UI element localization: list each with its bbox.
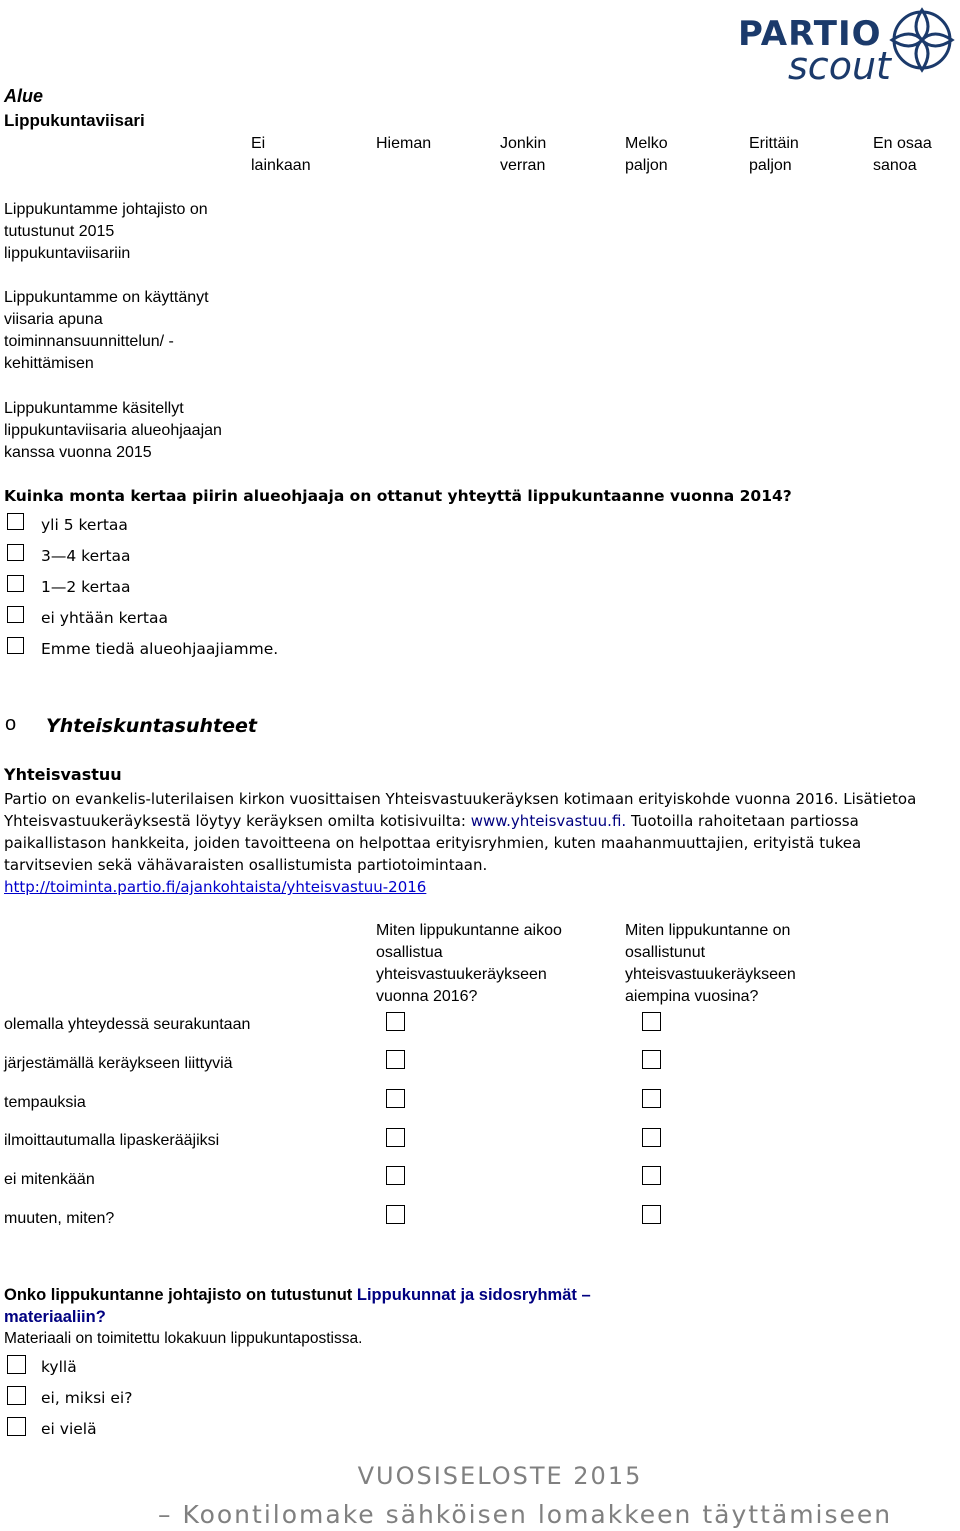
checkbox-3-4[interactable] [7, 544, 24, 561]
checkbox-kylla[interactable] [7, 1355, 26, 1374]
statement-row: Lippukuntamme johtajisto on tutustunut 2015 lippukuntaviisariin [4, 201, 208, 262]
option-label: ei yhtään kertaa [41, 609, 168, 627]
logo-partio-text: PARTIO [738, 14, 882, 54]
lily-emblem-icon [886, 4, 958, 76]
participation-row-label: muuten, miten? [4, 1210, 115, 1227]
scale-erittain-paljon: Erittäin paljon [749, 135, 799, 174]
participation-col2-header: Miten lippukuntanne on osallistunut yhteisvastuukeräykseen aiempina vuosina? [625, 922, 796, 1005]
material-link[interactable]: Lippukunnat ja sidosryhmät – [356, 1286, 591, 1304]
footer-subtitle: – Koontilomake sähköisen lomakkeen täyttämiseen [158, 1500, 893, 1529]
section-title: Yhteiskuntasuhteet [46, 715, 257, 737]
yhteisvastuu-url-link[interactable]: http://toiminta.partio.fi/ajankohtaista/yhteisvastuu-2016 [4, 878, 427, 896]
footer-title: VUOSISELOSTE 2015 [357, 1462, 643, 1490]
scale-ei-lainkaan: Ei lainkaan [251, 135, 311, 174]
yhteisvastuu-heading: Yhteisvastuu [4, 765, 122, 784]
participation-row-label: olemalla yhteydessä seurakuntaan [4, 1016, 251, 1033]
checkbox-2016[interactable] [386, 1089, 405, 1108]
checkbox-2016[interactable] [386, 1128, 405, 1147]
option-label: Emme tiedä alueohjaajiamme. [41, 640, 279, 658]
checkbox-emme-tieda[interactable] [7, 637, 24, 654]
option-label: kyllä [41, 1358, 77, 1376]
checkbox-previous[interactable] [642, 1012, 661, 1031]
checkbox-2016[interactable] [386, 1050, 405, 1069]
option-label: ei vielä [41, 1420, 97, 1438]
scale-jonkin-verran: Jonkin verran [500, 135, 547, 174]
checkbox-ei-miksi[interactable] [7, 1386, 26, 1405]
scale-melko-paljon: Melko paljon [625, 135, 668, 174]
checkbox-2016[interactable] [386, 1012, 405, 1031]
participation-col1-header: Miten lippukuntanne aikoo osallistua yhteisvastuukeräykseen vuonna 2016? [376, 922, 562, 1005]
logo-scout-text: scout [788, 44, 891, 88]
section-bullet: o [5, 713, 17, 735]
yhteisvastuu-paragraph: Partio on evankelis-luterilaisen kirkon vuosittaisen Yhteisvastuukeräyksen kotimaan erityiskohde vuonna 2016. Lisätietoa Yhteisvastuukeräyksestä löytyy keräyksen omilta kotisivuilta: www.yhteisvastuu.fi. Tuotoilla rahoitetaan partiossa paikallistason hankkeita, joiden tavoitteena on helpottaa erityisryhmien, kuten maahanmuuttajien, erityistä tukea tarvitsevien sekä vähävaraisten osallistumista partiotoimintaan. http://toiminta.partio.fi/ajankohtaista/yhteisvastuu-2016 [4, 790, 917, 896]
checkbox-previous[interactable] [642, 1050, 661, 1069]
option-label: 1—2 kertaa [41, 578, 131, 596]
participation-row-label: tempauksia [4, 1094, 86, 1111]
checkbox-2016[interactable] [386, 1166, 405, 1185]
checkbox-previous[interactable] [642, 1128, 661, 1147]
contact-question: Kuinka monta kertaa piirin alueohjaaja on ottanut yhteyttä lippukuntaanne vuonna 2014? [4, 487, 792, 505]
checkbox-ei-yhtaan[interactable] [7, 606, 24, 623]
statement-row: Lippukuntamme on käyttänyt viisaria apuna toiminnansuunnittelun/ - kehittämisen [4, 289, 209, 372]
option-label: 3—4 kertaa [41, 547, 131, 565]
yhteisvastuu-site-link[interactable]: www.yhteisvastuu.fi. [470, 812, 627, 830]
participation-row-label: järjestämällä keräykseen liittyviä [4, 1055, 233, 1072]
checkbox-ei-viela[interactable] [7, 1417, 26, 1436]
scale-hieman: Hieman [376, 135, 432, 152]
material-question: Onko lippukuntanne johtajisto on tutustunut Lippukunnat ja sidosryhmät – materiaaliin? [4, 1286, 591, 1326]
participation-row-label: ei mitenkään [4, 1171, 95, 1188]
checkbox-yli-5[interactable] [7, 513, 24, 530]
scale-en-osaa-sanoa: En osaa sanoa [873, 135, 932, 174]
statement-row: Lippukuntamme käsitellyt lippukuntaviisaria alueohjaajan kanssa vuonna 2015 [4, 400, 222, 461]
checkbox-previous[interactable] [642, 1166, 661, 1185]
checkbox-1-2[interactable] [7, 575, 24, 592]
checkbox-2016[interactable] [386, 1205, 405, 1224]
checkbox-previous[interactable] [642, 1089, 661, 1108]
alue-subtitle: Lippukuntaviisari [4, 111, 145, 130]
material-note: Materiaali on toimitettu lokakuun lippukuntapostissa. [4, 1330, 363, 1347]
participation-row-label: ilmoittautumalla lipaskerääjiksi [4, 1132, 220, 1149]
partio-scout-logo [738, 4, 960, 88]
alue-title: Alue [4, 86, 44, 106]
option-label: ei, miksi ei? [41, 1389, 133, 1407]
material-link[interactable]: materiaaliin? [4, 1308, 106, 1326]
option-label: yli 5 kertaa [41, 516, 128, 534]
checkbox-previous[interactable] [642, 1205, 661, 1224]
